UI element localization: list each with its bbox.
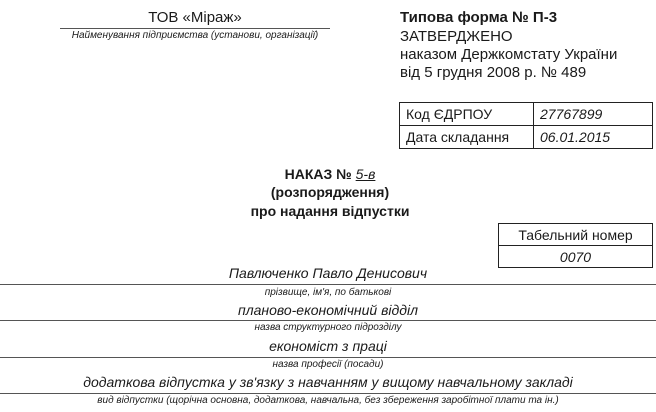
order-number: 5-в xyxy=(355,166,376,182)
department-name: планово-економічний відділ xyxy=(237,302,419,318)
form-decree: наказом Держкомстату України xyxy=(400,46,618,63)
date-label: Дата складання xyxy=(406,129,510,145)
order-prefix: НАКАЗ № xyxy=(284,166,352,182)
edrpou-value: 27767899 xyxy=(540,106,603,122)
tabel-value: 0070 xyxy=(559,249,592,265)
date-label-cell xyxy=(399,125,534,149)
organization-caption: Найменування підприємства (установи, організації) xyxy=(71,30,319,41)
order-subject: про надання відпустки xyxy=(250,203,410,219)
edrpou-label-cell xyxy=(399,102,534,126)
form-date: від 5 грудня 2008 р. № 489 xyxy=(400,64,587,81)
tabel-label-cell xyxy=(498,223,653,246)
edrpou-value-cell xyxy=(533,102,653,126)
employee-name-caption: прізвище, ім'я, по батькові xyxy=(264,287,392,298)
vacation-type: додаткова відпустка у зв'язку з навчанням у вищому навчальному закладі xyxy=(83,374,573,390)
tabel-label: Табельний номер xyxy=(518,227,633,243)
order-title xyxy=(180,166,480,182)
position-underline xyxy=(0,357,656,358)
employee-name-underline xyxy=(0,284,656,285)
organization-name: ТОВ «Міраж» xyxy=(148,9,242,26)
edrpou-label: Код ЄДРПОУ xyxy=(406,106,493,122)
organization-underline xyxy=(60,28,330,29)
form-title: Типова форма № П-3 xyxy=(400,9,558,26)
department-underline xyxy=(0,320,656,321)
order-subtitle: (розпорядження) xyxy=(270,184,390,200)
position-caption: назва професії (посади) xyxy=(272,359,384,370)
vacation-type-caption: вид відпустки (щорічна основна, додаткова, навчальна, без збереження заробітної плати та ін.) xyxy=(97,395,559,406)
date-value: 06.01.2015 xyxy=(540,129,611,145)
department-caption: назва структурного підрозділу xyxy=(254,322,402,333)
position-name: економіст з праці xyxy=(269,338,387,354)
date-value-cell xyxy=(533,125,653,149)
vacation-type-underline xyxy=(0,393,656,394)
form-approved: ЗАТВЕРДЖЕНО xyxy=(400,28,513,45)
employee-name: Павлюченко Павло Денисович xyxy=(228,265,428,281)
